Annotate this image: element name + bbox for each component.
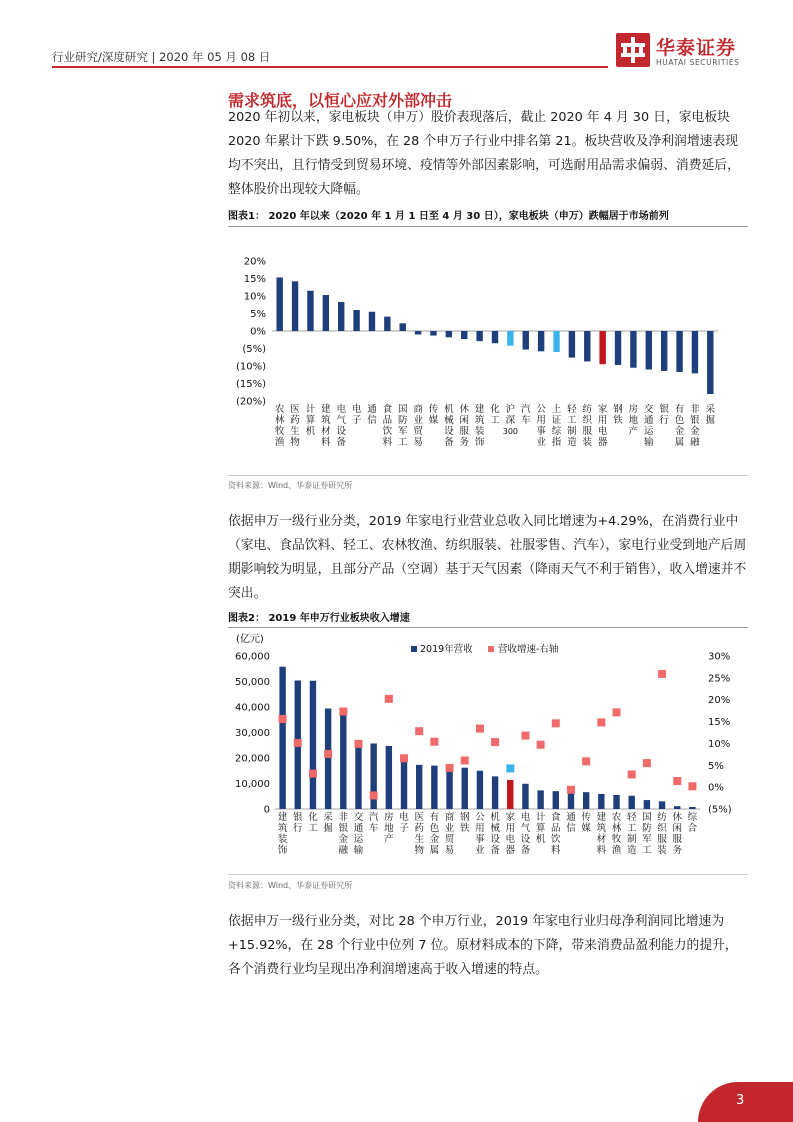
x-tick-label: 计算机 bbox=[535, 812, 546, 845]
growth-point bbox=[537, 741, 545, 749]
figure-1-rule bbox=[228, 226, 748, 227]
growth-point bbox=[324, 750, 332, 758]
bar bbox=[584, 331, 590, 361]
x-tick-label: 化工 bbox=[490, 404, 500, 426]
x-tick-label: 银行 bbox=[659, 404, 669, 426]
bar bbox=[646, 331, 652, 370]
x-tick-label: 汽车 bbox=[521, 404, 531, 426]
x-tick-label: 有色金属 bbox=[429, 812, 440, 856]
bar bbox=[400, 323, 406, 331]
x-tick-label: 机械设备 bbox=[444, 404, 454, 448]
x-tick-label: 电气设备 bbox=[336, 404, 346, 448]
x-tick-label: 纺织服装 bbox=[582, 404, 593, 448]
x-tick-label: 交通运输 bbox=[644, 404, 654, 448]
page-number: 3 bbox=[736, 1093, 745, 1108]
bar bbox=[276, 277, 282, 331]
y2-tick-label: 15% bbox=[708, 717, 731, 729]
bar bbox=[292, 281, 298, 331]
x-tick-label: 公用事业 bbox=[536, 404, 546, 448]
y-tick-label: 30,000 bbox=[235, 728, 270, 739]
growth-point bbox=[521, 732, 529, 740]
x-tick-label: 非银金融 bbox=[338, 812, 349, 856]
bar bbox=[462, 768, 468, 809]
body-paragraph-1: 2020 年初以来，家电板块（申万）股价表现落后，截止 2020 年 4 月 30 日，家电板块 2020 年累计下跌 9.50%，在 28 个申万子行业中排名第 21。板块营收及净利润增速表现均不突出，且行情受到贸易环境、疫情等外部因素影响，可选耐用品需求偏弱、消费延后，整体股价出现较大降幅。 bbox=[228, 110, 740, 197]
y-tick-label: 60,000 bbox=[235, 651, 270, 663]
legend-swatch-revenue bbox=[411, 646, 417, 652]
x-tick-label: 采掘 bbox=[705, 404, 716, 426]
x-tick-label: 家用电器 bbox=[597, 404, 608, 448]
growth-point bbox=[400, 754, 408, 762]
bar bbox=[522, 784, 528, 809]
x-tick-label: 传媒 bbox=[428, 404, 439, 426]
growth-point bbox=[476, 725, 484, 733]
x-tick-label: 医药生物 bbox=[414, 812, 424, 856]
y-tick-label: 50,000 bbox=[235, 677, 270, 688]
bar bbox=[279, 667, 285, 809]
header-divider bbox=[52, 66, 608, 68]
x-tick-label: 医药生物 bbox=[290, 404, 300, 448]
x-tick-label: 食品饮料 bbox=[382, 404, 393, 448]
bar bbox=[630, 331, 636, 368]
bar bbox=[430, 331, 436, 336]
growth-point bbox=[673, 777, 681, 785]
y-tick-label: 0% bbox=[250, 326, 266, 338]
x-tick-label: 纺织服装 bbox=[657, 812, 667, 856]
bar bbox=[446, 331, 452, 337]
bar bbox=[523, 331, 529, 350]
x-tick-label: 传媒 bbox=[581, 812, 591, 834]
growth-point bbox=[567, 786, 575, 794]
growth-point bbox=[354, 740, 362, 748]
y-tick-label: (10%) bbox=[235, 361, 266, 373]
growth-point bbox=[506, 764, 514, 772]
bar bbox=[689, 807, 695, 809]
y-tick-label: (20%) bbox=[235, 396, 266, 408]
bar bbox=[492, 331, 498, 343]
x-tick-label: 国防军工 bbox=[397, 404, 408, 448]
growth-point bbox=[446, 764, 454, 772]
bar bbox=[615, 331, 621, 365]
bar bbox=[599, 331, 605, 364]
x-tick-label: 综合 bbox=[687, 812, 698, 834]
x-tick-label: 沪深 300 bbox=[502, 404, 519, 436]
x-tick-label: 银行 bbox=[293, 812, 303, 834]
x-tick-label: 国防军工 bbox=[642, 812, 652, 856]
x-tick-label: 采掘 bbox=[323, 812, 333, 834]
x-tick-label: 通信 bbox=[566, 812, 576, 834]
bar bbox=[477, 771, 483, 809]
growth-point bbox=[582, 757, 590, 765]
bar bbox=[538, 331, 544, 351]
page-number-tab bbox=[698, 1082, 793, 1122]
figure-1-title: 图表1： 2020 年以来（2020 年 1 月 1 日至 4 月 30 日），家电板块（申万）跌幅居于市场前列 bbox=[228, 211, 669, 222]
x-tick-label: 电子 bbox=[399, 812, 409, 834]
x-tick-label: 汽车 bbox=[368, 812, 379, 834]
y2-tick-label: 20% bbox=[708, 695, 731, 707]
y2-tick-label: 25% bbox=[708, 673, 731, 685]
x-tick-label: 建筑装饰 bbox=[474, 404, 485, 448]
x-tick-label: 计算机 bbox=[305, 404, 316, 437]
huatai-logo-icon bbox=[616, 33, 650, 67]
y-tick-label: 0 bbox=[263, 804, 270, 816]
bar bbox=[461, 331, 467, 339]
bar bbox=[307, 291, 313, 331]
x-tick-label: 化工 bbox=[308, 812, 318, 834]
x-tick-label: 农林牧渔 bbox=[274, 404, 285, 448]
y-tick-label: 20,000 bbox=[235, 753, 270, 765]
bar bbox=[492, 776, 498, 809]
legend-label-growth: 营收增速-右轴 bbox=[498, 644, 559, 655]
figure-1-source-rule bbox=[228, 475, 748, 476]
x-tick-label: 家用电器 bbox=[505, 812, 516, 856]
y-tick-label: 40,000 bbox=[235, 702, 270, 714]
x-tick-label: 商业贸易 bbox=[413, 404, 423, 448]
bar bbox=[476, 331, 482, 341]
growth-point bbox=[370, 791, 378, 799]
y2-tick-label: 0% bbox=[708, 782, 724, 794]
y2-tick-label: (5%) bbox=[708, 804, 732, 816]
bar bbox=[553, 791, 559, 809]
bar bbox=[338, 302, 344, 331]
growth-point bbox=[613, 708, 621, 716]
growth-point bbox=[643, 759, 651, 767]
growth-point bbox=[294, 739, 302, 747]
bar bbox=[674, 806, 680, 809]
x-tick-label: 电气设备 bbox=[520, 812, 531, 856]
bar bbox=[628, 796, 634, 809]
x-tick-label: 建筑材料 bbox=[596, 812, 607, 856]
figure-1-chart bbox=[228, 228, 748, 473]
x-tick-label: 房地产 bbox=[384, 812, 394, 845]
bar bbox=[676, 331, 682, 372]
figure-2-source-rule bbox=[228, 874, 748, 875]
x-tick-label: 有色金属 bbox=[674, 404, 685, 448]
growth-point bbox=[491, 738, 499, 746]
bar bbox=[583, 792, 589, 809]
y-tick-label: 10,000 bbox=[235, 779, 270, 790]
brand-name: 华泰证券 bbox=[656, 37, 737, 59]
x-tick-label: 公用事业 bbox=[475, 812, 485, 856]
bar bbox=[661, 331, 667, 371]
figure-1-source: 资料来源：Wind、华泰证券研究所 bbox=[228, 481, 353, 490]
bar bbox=[613, 795, 619, 809]
figure-2-source: 资料来源：Wind、华泰证券研究所 bbox=[228, 881, 353, 890]
x-tick-label: 通信 bbox=[367, 404, 377, 426]
bar bbox=[507, 780, 513, 809]
body-paragraph-3: 依据申万一级行业分类，对比 28 个申万行业，2019 年家电行业归母净利润同比增速为+15.92%，在 28 个行业中位列 7 位。原材料成本的下降，带来消费品盈利能力的提升，各个消费行业均呈现出净利润增速高于收入增速的特点。 bbox=[228, 914, 738, 977]
bar bbox=[323, 295, 329, 331]
bar bbox=[644, 800, 650, 809]
bar bbox=[692, 331, 698, 373]
y2-tick-label: 30% bbox=[708, 651, 731, 663]
bar bbox=[369, 312, 375, 331]
bar bbox=[507, 331, 513, 346]
x-tick-label: 建筑装饰 bbox=[277, 812, 288, 856]
bar bbox=[569, 331, 575, 358]
growth-point bbox=[279, 715, 287, 723]
x-tick-label: 交通运输 bbox=[353, 812, 364, 856]
y-axis-unit: (亿元) bbox=[236, 634, 264, 645]
bar bbox=[598, 794, 604, 809]
bar bbox=[401, 757, 407, 809]
bar bbox=[386, 746, 392, 809]
growth-point bbox=[339, 708, 347, 716]
growth-point bbox=[688, 782, 696, 790]
report-breadcrumb: 行业研究/深度研究 | 2020 年 05 月 08 日 bbox=[52, 50, 271, 64]
bar bbox=[416, 765, 422, 809]
bar bbox=[384, 317, 390, 331]
bar bbox=[431, 766, 437, 809]
y-tick-label: 10% bbox=[243, 291, 266, 303]
x-tick-label: 休闲服务 bbox=[459, 404, 469, 448]
growth-point bbox=[552, 719, 560, 727]
x-tick-label: 轻工制造 bbox=[626, 812, 637, 856]
body-paragraph-2: 依据申万一级行业分类，2019 年家电行业营业总收入同比增速为+4.29%，在消费行业中（家电、食品饮料、轻工、农林牧渔、纺织服装、社服零售、汽车），家电行业受到地产后周期影响较为明显，且部分产品（空调）基于天气因素（降雨天气不利于销售），收入增速并不突出。 bbox=[228, 514, 747, 601]
x-tick-label: 农林牧渔 bbox=[611, 812, 622, 856]
bar bbox=[707, 331, 713, 394]
growth-point bbox=[658, 670, 666, 678]
brand-name-en: HUATAI SECURITIES bbox=[656, 58, 740, 67]
growth-point bbox=[415, 727, 423, 735]
growth-point bbox=[309, 770, 317, 778]
bar bbox=[355, 742, 361, 809]
section-title: 需求筑底，以恒心应对外部冲击 bbox=[228, 91, 453, 110]
x-tick-label: 上证综指 bbox=[551, 404, 562, 448]
bar bbox=[415, 331, 421, 335]
x-tick-label: 非银金融 bbox=[690, 404, 700, 448]
x-tick-label: 钢铁 bbox=[613, 404, 623, 426]
x-tick-label: 建筑材料 bbox=[321, 404, 331, 448]
growth-point bbox=[385, 695, 393, 703]
bar bbox=[325, 709, 331, 809]
y-tick-label: 20% bbox=[243, 256, 266, 268]
bar bbox=[446, 767, 452, 809]
x-tick-label: 钢铁 bbox=[459, 812, 470, 834]
x-tick-label: 食品饮料 bbox=[551, 812, 561, 856]
bar bbox=[537, 790, 543, 809]
y-tick-label: (15%) bbox=[235, 379, 266, 390]
bar bbox=[310, 681, 316, 809]
growth-point bbox=[597, 718, 605, 726]
growth-point bbox=[430, 738, 438, 746]
x-tick-label: 房地产 bbox=[628, 404, 639, 437]
y2-tick-label: 10% bbox=[708, 738, 731, 750]
figure-2-chart bbox=[228, 628, 748, 873]
x-tick-label: 轻工制造 bbox=[567, 404, 577, 448]
growth-point bbox=[628, 770, 636, 778]
x-tick-label: 休闲服务 bbox=[672, 812, 682, 856]
figure-2-title: 图表2： 2019 年申万行业板块收入增速 bbox=[228, 613, 410, 624]
y-tick-label: 5% bbox=[250, 309, 266, 320]
x-tick-label: 机械设备 bbox=[490, 812, 500, 856]
bar bbox=[553, 331, 559, 352]
legend-label-revenue: 2019年营收 bbox=[420, 644, 473, 655]
y2-tick-label: 5% bbox=[708, 760, 724, 772]
growth-point bbox=[461, 756, 469, 764]
legend-swatch-growth bbox=[488, 646, 494, 652]
bar bbox=[659, 801, 665, 809]
x-tick-label: 电子 bbox=[351, 404, 362, 426]
bar bbox=[340, 709, 346, 809]
y-tick-label: 15% bbox=[243, 274, 266, 285]
x-tick-label: 商业贸易 bbox=[444, 812, 455, 856]
bar bbox=[568, 791, 574, 809]
y-tick-label: (5%) bbox=[242, 344, 266, 355]
bar bbox=[353, 310, 359, 331]
